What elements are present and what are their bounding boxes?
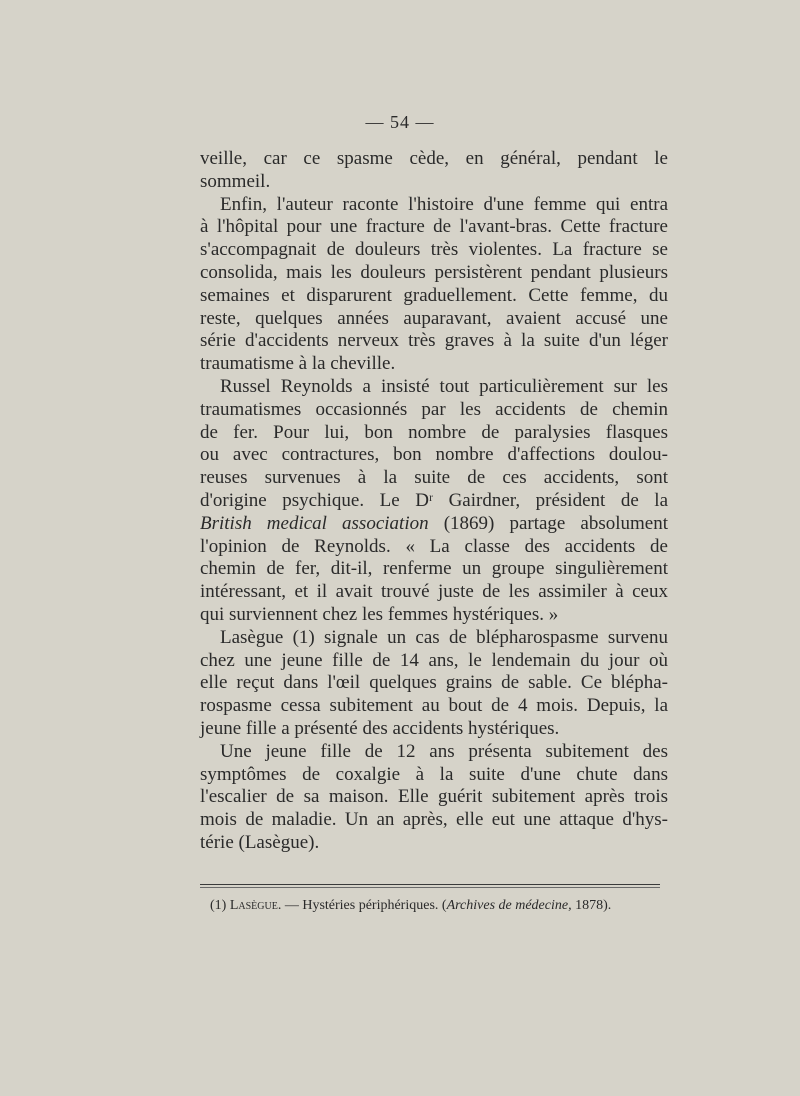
text-line: jeune fille a présenté des accidents hystériques. [200,717,560,739]
text-line: l'opinion de Reynolds. « La classe des accidents de [200,535,668,557]
text-line: à l'hôpital pour une fracture de l'avant-bras. Cette fracture [200,216,668,238]
text-line: elle reçut dans l'œil quelques grains de sable. Ce blépha- [200,672,668,694]
footnote-year: 1878). [575,898,612,913]
text-line: térie (Lasègue). [200,831,320,853]
text-line: rospasme cessa subitement au bout de 4 mois. Depuis, la [200,695,668,717]
footnote-divider [200,884,660,885]
footnote [210,898,680,914]
text-line: d'origine psychique. Le Dʳ Gairdner, président de la [200,489,668,511]
text-line: Une jeune fille de 12 ans présenta subitement des [220,740,668,762]
text-fragment: (1869) partage absolument [443,512,669,534]
body-text [200,148,668,855]
text-line [200,513,668,536]
text-line: reste, quelques années auparavant, avaient accusé une [200,307,668,329]
text-line: série d'accidents nerveux très graves à la suite d'un léger [200,330,668,352]
text-line: symptômes de coxalgie à la suite d'une chute dans [200,763,668,785]
text-line: qui surviennent chez les femmes hystériques. » [200,603,559,625]
text-line: veille, car ce spasme cède, en général, pendant le [200,148,668,169]
text-line: sommeil. [200,170,271,192]
text-line: chez une jeune fille de 14 ans, le lendemain du jour où [200,649,668,671]
footnote-marker: (1) [210,898,227,913]
text-line: Lasègue (1) signale un cas de blépharospasme survenu [220,626,668,648]
text-line: s'accompagnait de douleurs très violentes. La fracture se [200,239,668,261]
text-line: ou avec contractures, bon nombre d'affections doulou- [200,444,668,466]
text-line: mois de maladie. Un an après, elle eut une attaque d'hys- [200,809,668,831]
text-line: consolida, mais les douleurs persistèrent pendant plusieurs [200,261,668,283]
text-line: de fer. Pour lui, bon nombre de paralysies flasques [200,421,668,443]
journal-name: British medical association [200,512,429,534]
text-line: intéressant, et il avait trouvé juste de les assimiler à ceux [200,581,668,603]
text-line: traumatisme à la cheville. [200,353,396,375]
footnote-journal: Archives de médecine, [446,898,572,913]
text-line: traumatismes occasionnés par les accidents de chemin [200,398,668,420]
footnote-author: Lasègue. [229,898,282,913]
text-line: chemin de fer, dit-il, renferme un groupe singulièrement [200,558,668,580]
text-line: reuses survenues à la suite de ces accidents, sont [200,467,668,489]
text-line: Russel Reynolds a insisté tout particulièrement sur les [220,375,668,397]
text-line: l'escalier de sa maison. Elle guérit subitement après trois [200,786,668,808]
footnote-text: — Hystéries périphériques. ( [284,898,447,913]
page-number: — 54 — [365,112,435,132]
text-line: semaines et disparurent graduellement. Cette femme, du [200,284,668,306]
text-line: Enfin, l'auteur raconte l'histoire d'une femme qui entra [220,193,668,215]
